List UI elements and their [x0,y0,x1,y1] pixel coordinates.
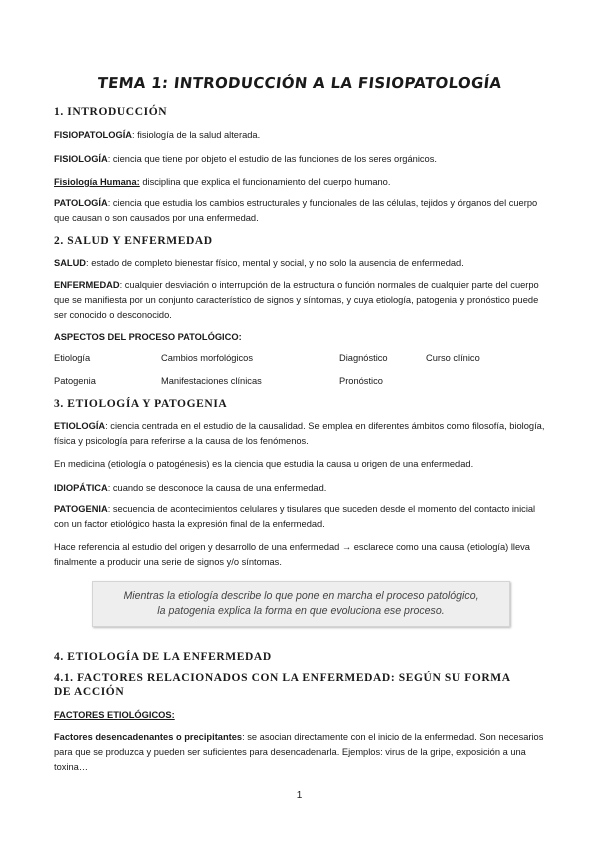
term: SALUD [54,258,87,268]
term: ETIOLOGÍA [54,421,106,431]
definition-patogenia [54,502,546,532]
definition-patologia [54,196,546,226]
section-2-heading: 2. SALUD Y ENFERMEDAD [54,235,213,247]
term: PATOLOGÍA [54,198,108,208]
term: ENFERMEDAD [54,280,120,290]
page-title: TEMA 1: INTRODUCCIÓN A LA FISIOPATOLOGÍA [96,74,503,92]
section-3-heading: 3. ETIOLOGÍA Y PATOGENIA [54,398,228,410]
definition-enfermedad [54,278,546,323]
term: Fisiología Humana: [54,177,140,187]
aspects-heading: ASPECTOS DEL PROCESO PATOLÓGICO: [54,332,242,342]
paragraph-referencia: Hace referencia al estudio del origen y desarrollo de una enfermedad → esclarece como una causa (etiología) lleva finalmente a producir una serie de signos y/o síntomas. [54,542,530,567]
definition-text: : estado de completo bienestar físico, mental y social, y no solo la ausencia de enfermedad. [86,258,464,268]
aspect-item: Manifestaciones clínicas [161,376,262,386]
term: PATOGENIA [54,504,108,514]
definition-text: disciplina que explica el funcionamiento del cuerpo humano. [139,177,391,187]
section-4-1-heading: 4.1. FACTORES RELACIONADOS CON LA ENFERMEDAD: SEGÚN SU FORMA DE ACCIÓN [54,672,511,698]
term: Factores desencadenantes o precipitantes [54,732,243,742]
definition-idiopatica [54,481,546,496]
definition-text: : cuando se desconoce la causa de una enfermedad. [107,483,327,493]
quote-line: la patogenia explica la forma en que evoluciona ese proceso. [157,605,445,617]
definition-text: : ciencia que tiene por objeto el estudio de las funciones de los seres orgánicos. [107,154,437,164]
definition-text: : ciencia que estudia los cambios estructurales y funcionales de las células, tejidos y órganos del cuerpo que causan o son causados por una enfermedad. [54,198,538,223]
aspect-item: Etiología [54,353,91,363]
paragraph-medicina: En medicina (etiología o patogénesis) es la ciencia que estudia la causa u origen de una enfermedad. [54,459,474,469]
aspect-item: Curso clínico [426,353,480,363]
term: FISIOLOGÍA [54,154,108,164]
definition-fisiologia [54,152,546,167]
definition-etiologia [54,419,546,449]
definition-fisiologia-humana [54,175,546,190]
quote-line: Mientras la etiología describe lo que pone en marcha el proceso patológico, [123,590,479,602]
definition-text: : cualquier desviación o interrupción de la estructura o función normales de cualquier parte del cuerpo que se manifiesta por un conjunto característico de signos y síntomas, y cuya etiología, patogenia y pronóstico puede ser conocido o desconocido. [54,280,539,320]
section-1-heading: 1. INTRODUCCIÓN [54,106,168,118]
term: FISIOPATOLOGÍA [54,130,132,140]
section-4-heading: 4. ETIOLOGÍA DE LA ENFERMEDAD [54,651,272,663]
definition-desencadenantes [54,730,546,775]
definition-salud [54,256,546,271]
aspect-item: Cambios morfológicos [161,353,253,363]
factores-heading: FACTORES ETIOLÓGICOS: [54,710,175,720]
definition-fisiopatologia [54,128,546,143]
aspect-item: Pronóstico [339,376,383,386]
quote-box [92,581,510,627]
aspect-item: Patogenia [54,376,96,386]
definition-text: : secuencia de acontecimientos celulares y tisulares que suceden desde el momento del contacto inicial con un factor etiológico hasta la expresión final de la enfermedad. [54,504,536,529]
aspect-item: Diagnóstico [339,353,388,363]
term: IDIOPÁTICA [54,483,108,493]
definition-text: : fisiología de la salud alterada. [132,130,261,140]
page-number: 1 [296,790,303,801]
definition-text: : se asocian directamente con el inicio de la enfermedad. Son necesarios para que se produzca y pueden ser suficientes para desencadenarla. Ejemplos: virus de la gripe, exposición a una toxina… [54,732,544,772]
definition-text: : ciencia centrada en el estudio de la causalidad. Se emplea en diferentes ámbitos como filosofía, biología, física y psicología para referirse a la causa de los fenómenos. [54,421,545,446]
